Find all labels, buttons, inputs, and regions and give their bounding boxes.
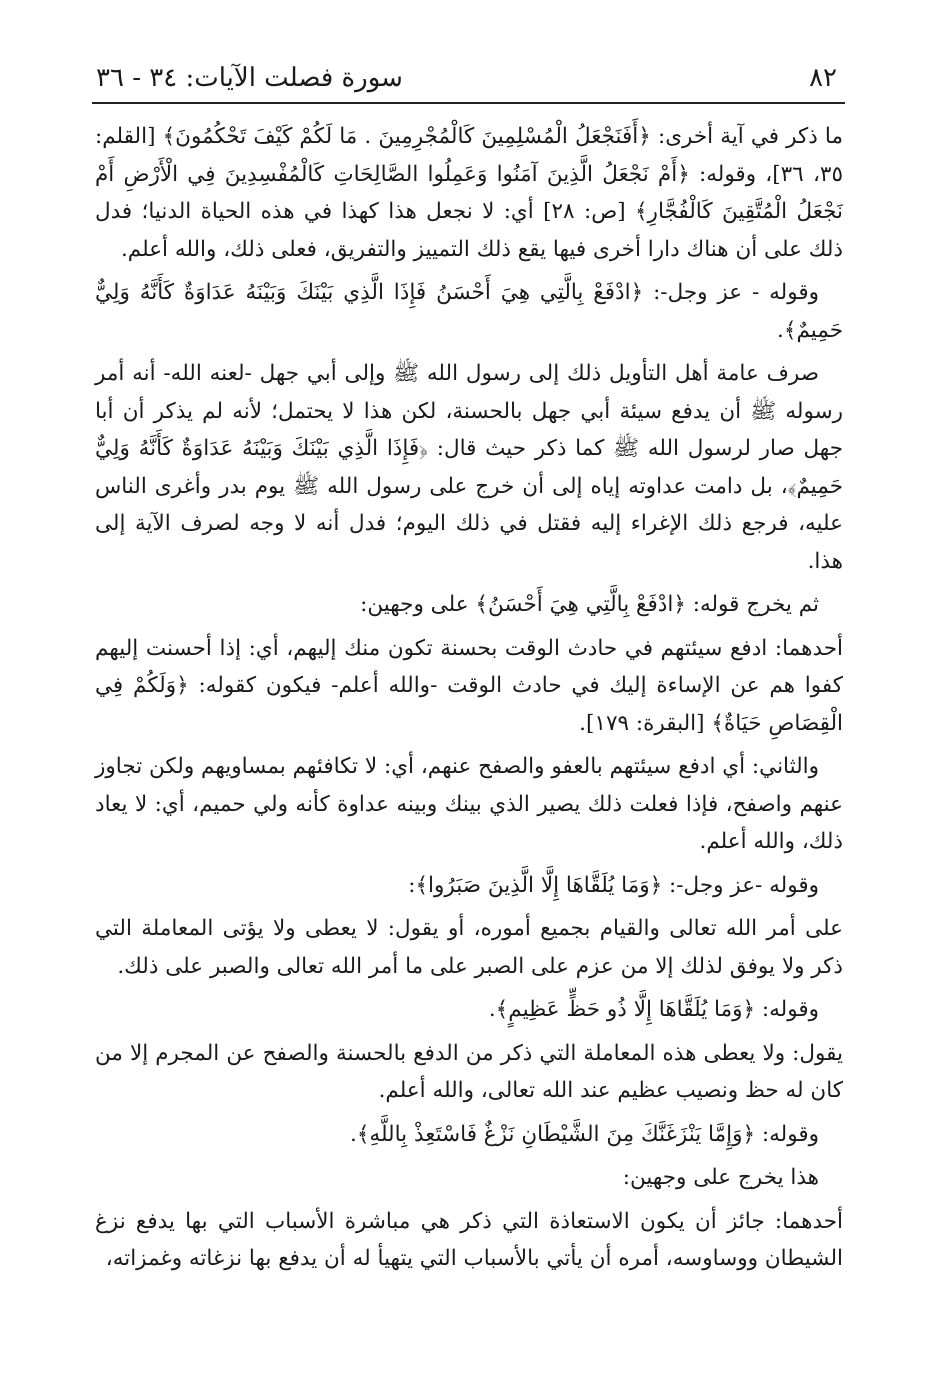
paragraph-7: وقوله -عز وجل-: ﴿وَمَا يُلَقَّاهَا إِلَّا الَّذِينَ صَبَرُوا﴾: [408,872,819,898]
paragraph-5: أحدهما: ادفع سيئتهم في حادث الوقت بحسنة تكون منك إليهم، أي: إذا أحسنت إليهم كفوا هم عن الإساءة إليك في حادث الوقت -والله أعلم- فيكون كقوله: ﴿وَلَكُمْ فِي الْقِصَاصِ حَيَاةٌ﴾ [البقرة: ١٧٩]. [95,635,843,736]
paragraph-2: وقوله - عز وجل-: ﴿ادْفَعْ بِالَّتِي هِيَ أَحْسَنُ فَإِذَا الَّذِي بَيْنَكَ وَبَيْنَهُ عَدَاوَةٌ كَأَنَّهُ وَلِيٌّ حَمِيمٌ﴾. [95,280,843,343]
paragraph-10: يقول: ولا يعطى هذه المعاملة التي ذكر من الدفع بالحسنة والصفح عن المجرم إلا من كان له حظ ونصيب عظيم عند الله تعالى، والله أعلم. [95,1040,843,1103]
page-header [92,58,845,104]
paragraph-13: أحدهما: جائز أن يكون الاستعاذة التي ذكر هي مباشرة الأسباب التي بها يدفع نزغ الشيطان ووساوسه، أمره أن يأتي بالأسباب التي يتهيأ له أن يدفع بها نزغاته وغمزاته، [95,1208,843,1271]
running-title: سورة فصلت الآيات: ٣٤ - ٣٦ [96,63,403,93]
paragraph-8: على أمر الله تعالى والقيام بجميع أموره، أو يقول: لا يعطى ولا يؤتى المعاملة التي ذكر ولا يوفق لذلك إلا من عزم على الصبر على ما أمر الله تعالى والصبر على ذلك. [95,916,843,979]
paragraph-9: وقوله: ﴿وَمَا يُلَقَّاهَا إِلَّا ذُو حَظٍّ عَظِيمٍ﴾. [488,997,819,1022]
paragraph-1: ما ذكر في آية أخرى: ﴿أَفَنَجْعَلُ الْمُسْلِمِينَ كَالْمُجْرِمِينَ . مَا لَكُمْ كَيْفَ تَحْكُمُونَ﴾ [القلم: ٣٥، ٣٦]، وقوله: ﴿أَمْ نَجْعَلُ الَّذِينَ آمَنُوا وَعَمِلُوا الصَّالِحَاتِ كَالْمُفْسِدِينَ فِي الْأَرْضِ أَمْ نَجْعَلُ الْمُتَّقِينَ كَالْفُجَّارِ﴾ [ص: ٢٨] أي: لا نجعل هذا كهذا في هذه الحياة الدنيا؛ فدل ذلك على أن هناك دارا أخرى فيها يقع ذلك التمييز والتفريق، فعلى ذلك، والله أعلم. [95,124,843,262]
body-text [95,118,843,1284]
paragraph-11: وقوله: ﴿وَإِمَّا يَنْزَغَنَّكَ مِنَ الشَّيْطَانِ نَزْغٌ فَاسْتَعِذْ بِاللَّهِ﴾. [349,1121,819,1147]
page-number: ٨٢ [809,63,837,93]
paragraph-12: هذا يخرج على وجهين: [622,1165,819,1190]
paragraph-3: صرف عامة أهل التأويل ذلك إلى رسول الله ﷺ وإلى أبي جهل -لعنه الله- أنه أمر رسوله ﷺ أن يدفع سيئة أبي جهل بالحسنة، لكن هذا لا يحتمل؛ لأنه لم يذكر أن أبا جهل صار لرسول الله ﷺ كما ذكر حيث قال: ﴿فَإِذَا الَّذِي بَيْنَكَ وَبَيْنَهُ عَدَاوَةٌ كَأَنَّهُ وَلِيٌّ حَمِيمٌ﴾، بل دامت عداوته إياه إلى أن خرج على رسول الله ﷺ يوم بدر وأغرى الناس عليه، فرجع ذلك الإغراء إليه فقتل في ذلك اليوم؛ فدل أنه لا وجه لصرف الآية إلى هذا. [95,361,843,574]
paragraph-6: والثاني: أي ادفع سيئتهم بالعفو والصفح عنهم، أي: لا تكافئهم بمساويهم ولكن تجاوز عنهم واصفح، فإذا فعلت ذلك يصير الذي بينك وبينه عداوة كأنه ولي حميم، أي: لا يعاد ذلك، والله أعلم. [95,754,843,854]
paragraph-4: ثم يخرج قوله: ﴿ادْفَعْ بِالَّتِي هِيَ أَحْسَنُ﴾ على وجهين: [360,592,819,617]
